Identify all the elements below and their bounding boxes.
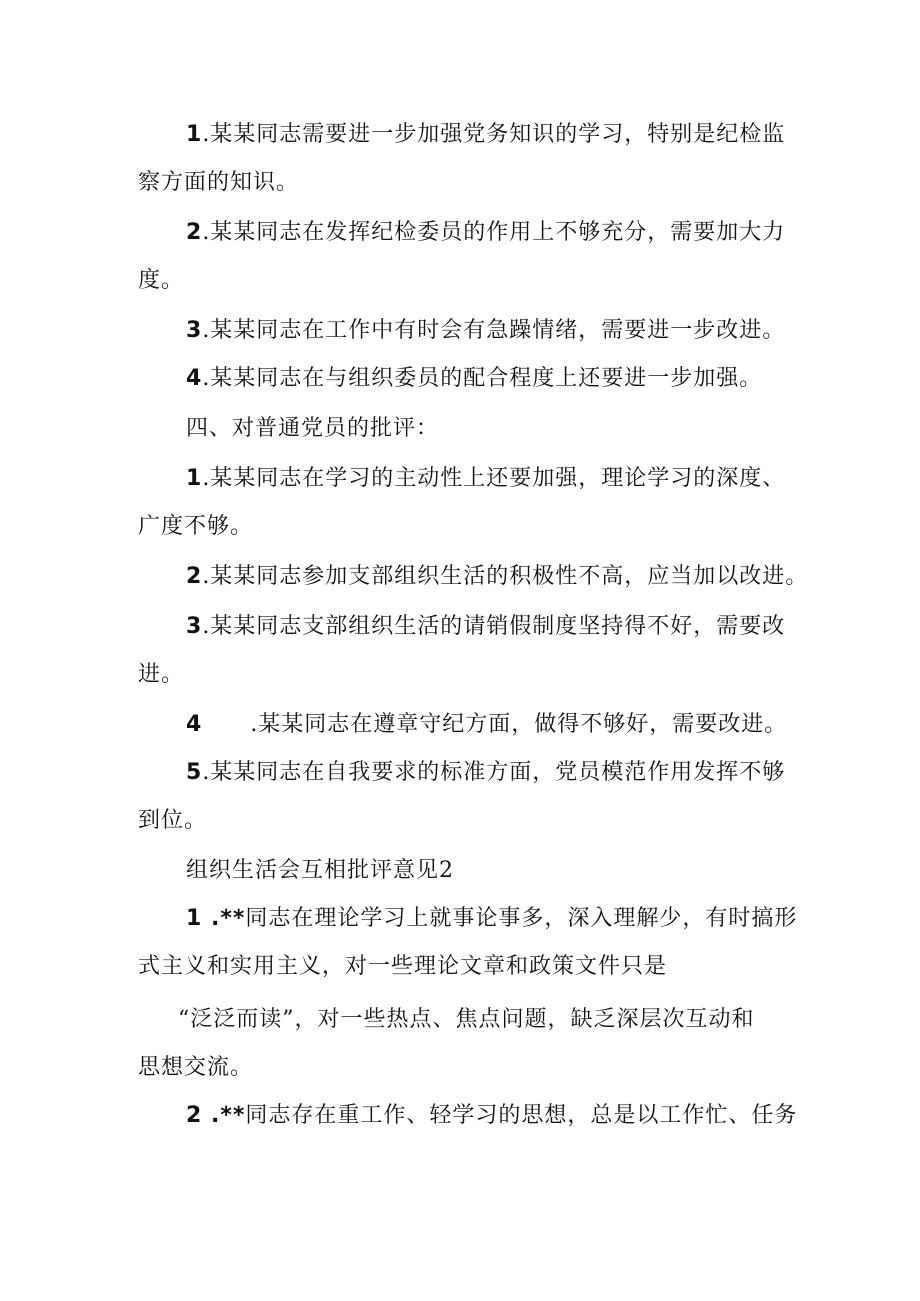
paragraph-text: 同志在理论学习上就事论事多，深入理解少，有时搞形 bbox=[245, 906, 798, 931]
paragraph-line bbox=[186, 459, 886, 499]
paragraph-line bbox=[186, 359, 886, 399]
paragraph-text: .某某同志在学习的主动性上还要加强，理论学习的深度、 bbox=[202, 466, 786, 491]
paragraph-continuation: 式主义和实用主义，对一些理论文章和政策文件只是 bbox=[138, 954, 668, 979]
item-number: 4 bbox=[186, 712, 203, 737]
item-number: 3 bbox=[186, 318, 203, 343]
paragraph-line: 1 .**同志在理论学习上就事论事多，深入理解少，有时搞形 bbox=[186, 906, 798, 931]
paragraph-text: .某某同志在与组织委员的配合程度上还要进一步加强。 bbox=[202, 366, 763, 391]
paragraph-text: .某某同志参加支部组织生活的积极性不高，应当加以改进。 bbox=[202, 564, 809, 589]
item-number: 1 bbox=[186, 122, 203, 147]
paragraph-line: 2 .**同志存在重工作、轻学习的思想，总是以工作忙、任务 bbox=[186, 1103, 798, 1128]
paragraph-continuation: “泛泛而读”，对一些热点、焦点问题，缺乏深层次互动和 bbox=[178, 1007, 755, 1032]
item-number: 1 bbox=[186, 906, 203, 931]
paragraph-line bbox=[186, 607, 886, 647]
item-number: 4 bbox=[186, 366, 203, 391]
paragraph-line bbox=[186, 213, 886, 253]
redacted-name: ** bbox=[220, 1103, 246, 1128]
paragraph-text: .某某同志在工作中有时会有急躁情绪，需要进一步改进。 bbox=[202, 318, 786, 343]
paragraph-line bbox=[186, 311, 886, 351]
paragraph-continuation: 广度不够。 bbox=[138, 514, 254, 539]
paragraph-continuation: 度。 bbox=[138, 268, 185, 293]
paragraph-line bbox=[186, 705, 886, 745]
paragraph-continuation: 察方面的知识。 bbox=[138, 170, 300, 195]
paragraph-continuation: 思想交流。 bbox=[138, 1055, 254, 1080]
item-number: 1 bbox=[186, 466, 203, 491]
redacted-name: ** bbox=[220, 906, 246, 931]
paragraph-text: .某某同志在遵章守纪方面，做得不够好，需要改进。 bbox=[250, 712, 788, 737]
paragraph-text: .某某同志在自我要求的标准方面，党员模范作用发挥不够 bbox=[202, 760, 786, 785]
paragraph-line bbox=[186, 557, 886, 597]
paragraph-text: .某某同志在发挥纪检委员的作用上不够充分，需要加大力 bbox=[202, 220, 786, 245]
item-number: 2 bbox=[186, 1103, 203, 1128]
paragraph-text: 同志存在重工作、轻学习的思想，总是以工作忙、任务 bbox=[245, 1103, 798, 1128]
paragraph-text: .某某同志需要进一步加强党务知识的学习，特别是纪检监 bbox=[202, 122, 786, 147]
paragraph-text: .某某同志支部组织生活的请销假制度坚持得不好，需要改 bbox=[202, 614, 786, 639]
item-number: 5 bbox=[186, 760, 203, 785]
section-heading: 组织生活会互相批评意见2 bbox=[186, 858, 454, 883]
item-number: 3 bbox=[186, 614, 203, 639]
paragraph-line bbox=[186, 753, 886, 793]
paragraph-continuation: 进。 bbox=[138, 662, 185, 687]
paragraph-continuation: 到位。 bbox=[138, 808, 208, 833]
item-number: 2 bbox=[186, 564, 203, 589]
item-number: 2 bbox=[186, 220, 203, 245]
paragraph-line bbox=[186, 115, 886, 155]
section-heading: 四、对普通党员的批评： bbox=[186, 416, 440, 441]
